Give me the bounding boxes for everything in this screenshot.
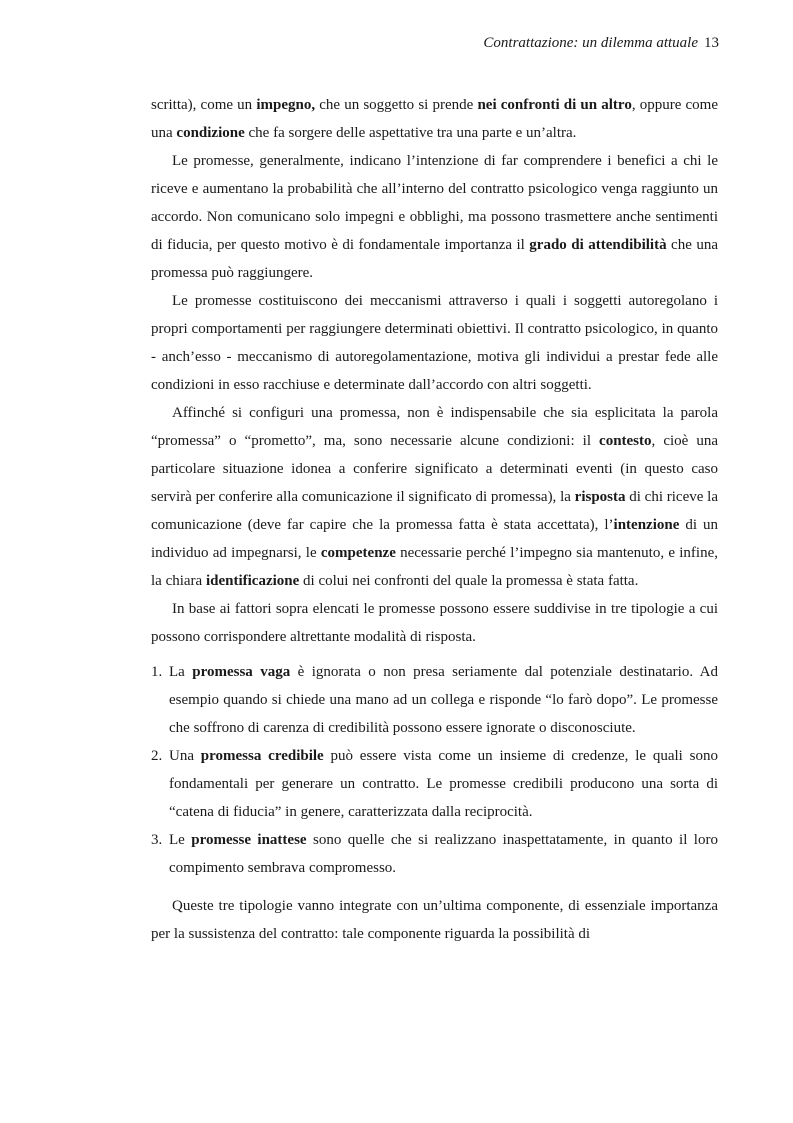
numbered-list	[151, 658, 718, 882]
page-number: 13	[704, 35, 719, 51]
paragraph: In base ai fattori sopra elencati le promesse possono essere suddivise in tre tipologie a cui possono corrispondere altrettante modalità di risposta.	[151, 601, 718, 645]
body-text	[151, 91, 718, 948]
chapter-title: Contrattazione: un dilemma attuale	[483, 35, 698, 51]
list-marker: 2.	[151, 748, 163, 764]
paragraph: Queste tre tipologie vanno integrate con un’ultima componente, di essenziale importanza per la sussistenza del contratto: tale componente riguarda la possibilità di	[151, 898, 718, 942]
paragraph: Affinché si configuri una promessa, non è indispensabile che sia esplicitata la parola “promessa” o “prometto”, ma, sono necessarie alcune condizioni: il contesto, cioè una particolare situazione idonea a conferire significato a determinati eventi (in questo caso servirà per conferire alla comunicazione il significato di promessa), la risposta di chi riceve la comunicazione (deve far capire che la promessa fatta è stata accettata), l’intenzione di un individuo ad impegnarsi, le competenze necessarie perché l’impegno sia mantenuto, e infine, la chiara identificazione di colui nei confronti del quale la promessa è stata fatta.	[151, 405, 719, 589]
list-item: 2. Una promessa credibile può essere vista come un insieme di credenze, le quali sono fondamentali per generare un contratto. Le promesse credibili producono una sorta di “catena di fiducia” in genere, caratterizzata dalla reciprocità.	[151, 742, 718, 826]
running-header	[483, 35, 719, 52]
list-marker: 1.	[151, 664, 163, 680]
list-item: 3. Le promesse inattese sono quelle che si realizzano inaspettatamente, in quanto il loro compimento sembrava compromesso.	[151, 826, 718, 882]
paragraph: scritta), come un impegno, che un soggetto si prende nei confronti di un altro, oppure come una condizione che fa sorgere delle aspettative tra una parte e un’altra.	[151, 97, 719, 141]
list-marker: 3.	[151, 832, 163, 848]
paragraph: Le promesse costituiscono dei meccanismi attraverso i quali i soggetti autoregolano i propri comportamenti per raggiungere determinati obiettivi. Il contratto psicologico, in quanto - anch’esso - meccanismo di autoregolamentazione, motiva gli individui a prestar fede alle condizioni in esso racchiuse e determinate dall’accordo con altri soggetti.	[151, 293, 718, 393]
paragraph: Le promesse, generalmente, indicano l’intenzione di far comprendere i benefici a chi le riceve e aumentano la probabilità che all’interno del contratto psicologico venga raggiunto un accordo. Non comunicano solo impegni e obblighi, ma possono trasmettere anche sentimenti di fiducia, per questo motivo è di fondamentale importanza il grado di attendibilità che una promessa può raggiungere.	[151, 153, 718, 281]
list-item: 1. La promessa vaga è ignorata o non presa seriamente dal potenziale destinatario. Ad esempio quando si chiede una mano ad un collega e risponde “lo farò dopo”. Le promesse che soffrono di carenza di credibilità possono essere ignorate o disconosciute.	[151, 658, 718, 742]
spacer	[151, 882, 718, 892]
